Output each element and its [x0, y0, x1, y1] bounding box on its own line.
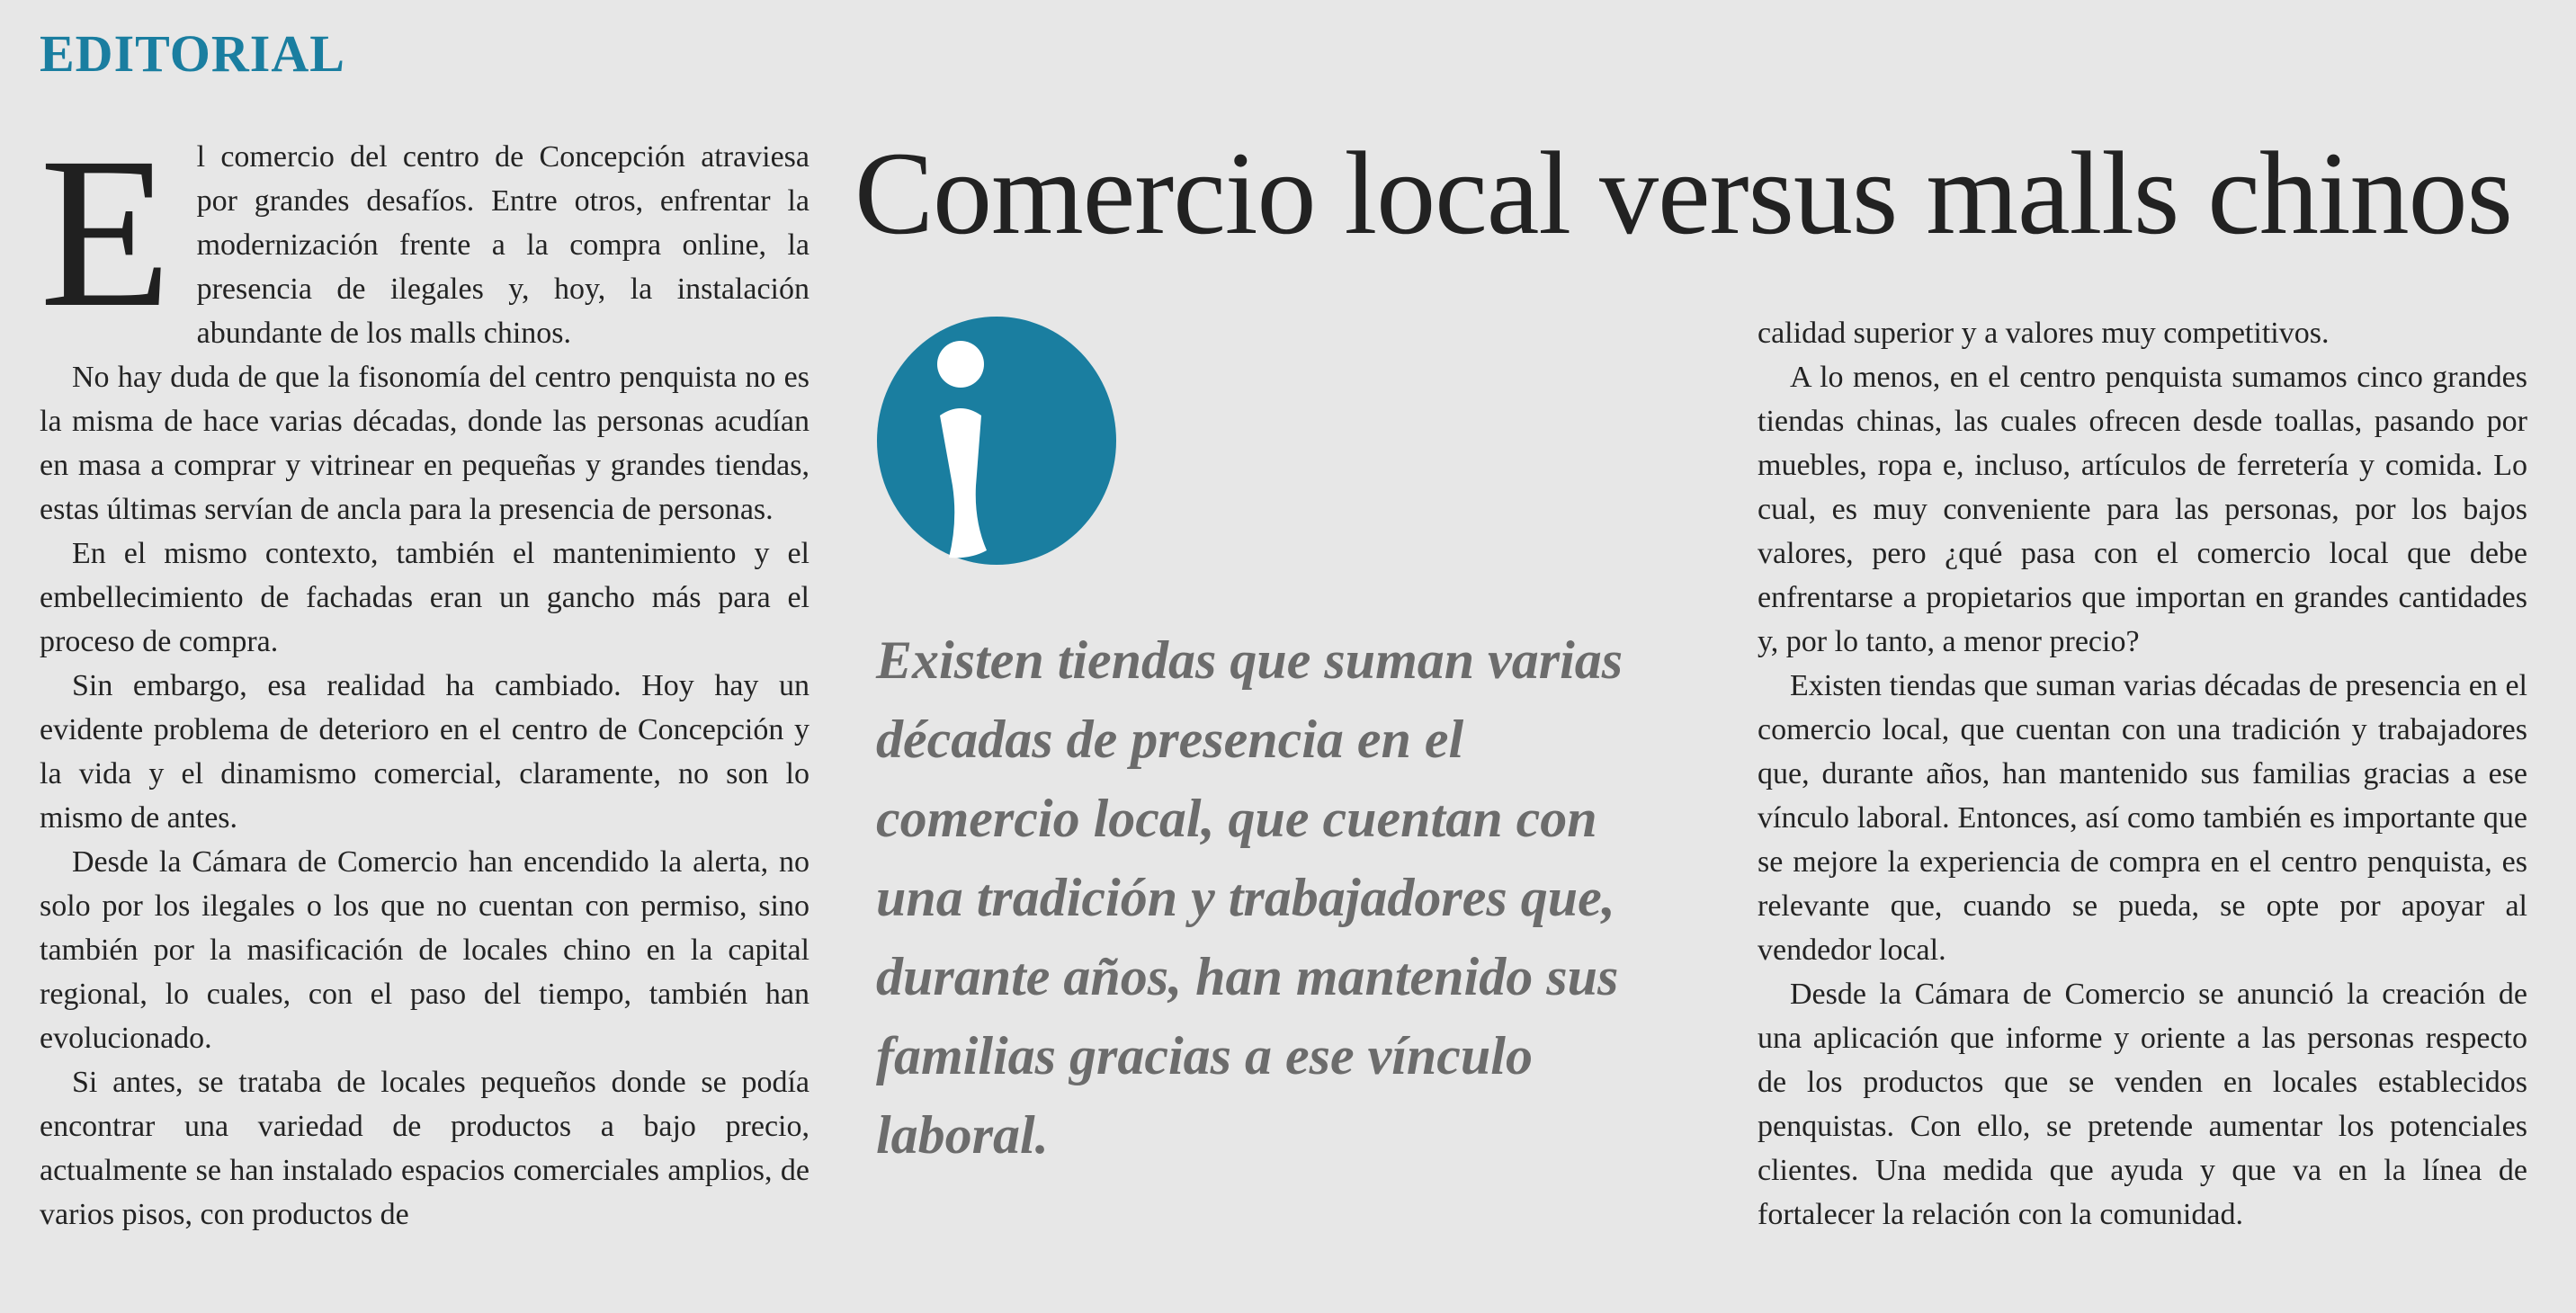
paragraph-9: Existen tiendas que suman varias décadas de presencia en el comercio local, que cuentan con una tradición y trabajadores que, durante años, han mantenido sus familias gracias a ese vínculo laboral. Entonces, así como también es importante que se mejore la experiencia de compra en el centro penquista, es relevante que, cuando se pueda, se opte por apoyar al vendedor local. [1758, 669, 2527, 967]
paragraph-5: Desde la Cámara de Comercio han encendido la alerta, no solo por los ilegales o los que no cuentan con permiso, sino también por la masificación de locales chino en la capital regional, lo cuales, con el paso del tiempo, también han evolucionado. [40, 845, 809, 1055]
paragraph-8: A lo menos, en el centro penquista sumamos cinco grandes tiendas chinas, las cuales ofrecen desde toallas, pasando por muebles, ropa e, incluso, artículos de ferretería y comida. Lo cual, es muy conveniente para las personas, por los bajos valores, pero ¿qué pasa con el comercio local que debe enfrentarse a propietarios que importan en grandes cantidades y, por lo tanto, a menor precio? [1758, 361, 2527, 658]
paragraph-1: El comercio del centro de Concepción atraviesa por grandes desafíos. Entre otros, enfrentar la modernización frente a la compra online, la presencia de ilegales y, hoy, la instalación abundante de los malls chinos. [40, 112, 809, 352]
paragraph-7: calidad superior y a valores muy competitivos. [1758, 317, 2330, 350]
right-column [1758, 311, 2527, 1237]
paragraph-6: Si antes, se trataba de locales pequeños donde se podía encontrar una variedad de productos a bajo precio, actualmente se han instalado espacios comerciales amplios, de varios pisos, con productos de [40, 1066, 809, 1231]
paragraph-2: No hay duda de que la fisonomía del centro penquista no es la misma de hace varias décadas, donde las personas acudían en masa a comprar y vitrinear en pequeñas y grandes tiendas, estas últimas servían de ancla para la presencia de personas. [40, 361, 809, 526]
pull-quote: Existen tiendas que suman varias décadas de presencia en el comercio local, que cuentan con una tradición y trabajadores que, durante años, han mantenido sus familias gracias a ese vínculo laboral. [876, 630, 1623, 1165]
dropcap: E [40, 112, 172, 352]
paragraph-10: Desde la Cámara de Comercio se anunció la creación de una aplicación que informe y oriente a las personas respecto de los productos que se venden en locales establecidos penquistas. Con ello, se pretende aumentar los potenciales clientes. Una medida que ayuda y que va en la línea de fortalecer la relación con la comunidad. [1758, 978, 2527, 1231]
headline: Comercio local versus malls chinos [854, 127, 2512, 259]
info-icon [875, 315, 1118, 567]
section-label: EDITORIAL [40, 24, 345, 83]
paragraph-4: Sin embargo, esa realidad ha cambiado. Hoy hay un evidente problema de deterioro en el centro de Concepción y la vida y el dinamismo comercial, claramente, no son lo mismo de antes. [40, 669, 809, 835]
left-column [40, 112, 809, 1237]
paragraph-3: En el mismo contexto, también el mantenimiento y el embellecimiento de fachadas eran un gancho más para el proceso de compra. [40, 537, 809, 658]
